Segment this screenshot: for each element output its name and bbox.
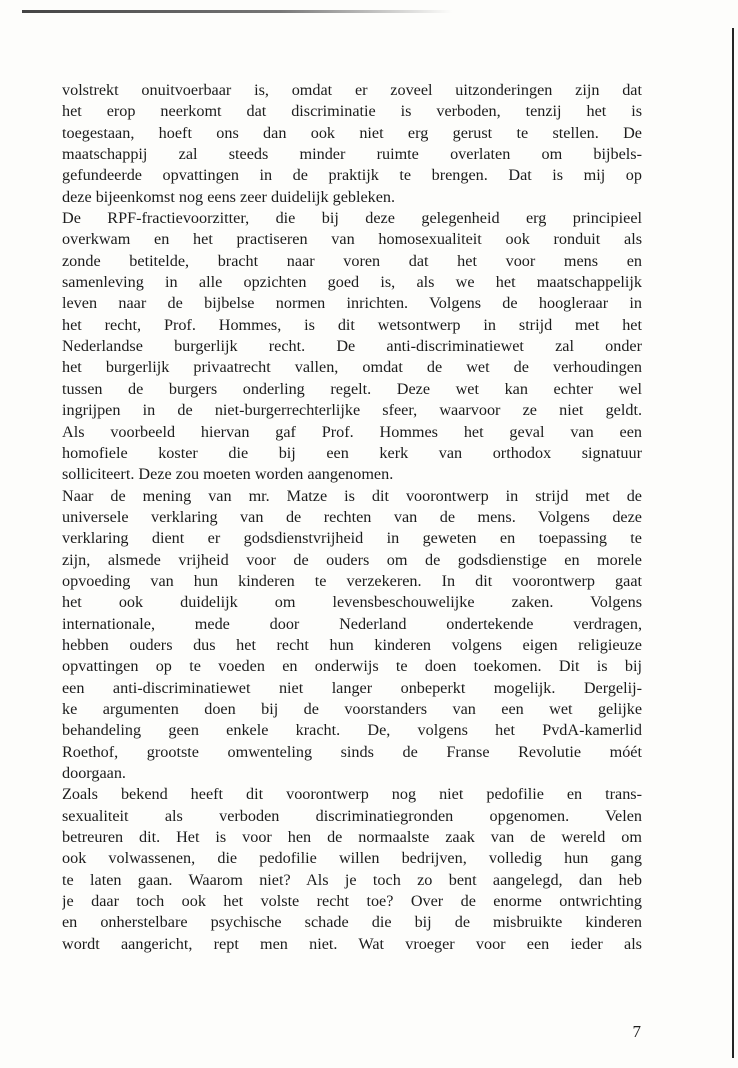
text-line: Nederlandse burgerlijk recht. De anti-discriminatiewet zal onder	[62, 337, 642, 356]
text-line: tussen de burgers onderling regelt. Deze wet kan echter wel	[62, 379, 642, 398]
text-line: deze bijeenkomst nog eens zeer duidelijk gebleken.	[62, 187, 396, 206]
page-number: 7	[632, 1022, 641, 1041]
text-line: het recht, Prof. Hommes, is dit wetsontwerp in strijd met het	[62, 315, 642, 334]
text-line: het erop neerkomt dat discriminatie is verboden, tenzij het is	[62, 102, 642, 121]
text-line: ook volwassenen, die pedofilie willen bedrijven, volledig hun gang	[62, 849, 642, 868]
text-line: behandeling geen enkele kracht. De, volgens het PvdA-kamerlid	[62, 721, 642, 740]
text-line: internationale, mede door Nederland ondertekende verdragen,	[62, 614, 642, 633]
text-line: ke argumenten doen bij de voorstanders van een wet gelijke	[62, 699, 642, 718]
text-line: solliciteert. Deze zou moeten worden aangenomen.	[62, 465, 394, 484]
text-line: Als voorbeeld hiervan gaf Prof. Hommes het geval van een	[62, 422, 642, 441]
text-line: maatschappij zal steeds minder ruimte overlaten om bijbels-	[62, 145, 642, 164]
paragraph	[62, 80, 642, 208]
text-line: overkwam en het practiseren van homosexualiteit ook ronduit als	[62, 230, 642, 249]
text-line: hebben ouders dus het recht hun kinderen volgens eigen religieuze	[62, 635, 642, 654]
text-line: te laten gaan. Waarom niet? Als je toch zo bent aangelegd, dan heb	[62, 870, 642, 889]
text-line: sexualiteit als verboden discriminatiegronden opgenomen. Velen	[62, 806, 642, 825]
text-line: volstrekt onuitvoerbaar is, omdat er zoveel uitzonderingen zijn dat	[62, 81, 642, 99]
text-line: toegestaan, hoeft ons dan ook niet erg gerust te stellen. De	[62, 123, 642, 142]
text-line: betreuren dit. Het is voor hen de normaalste zaak van de wereld om	[62, 828, 642, 847]
text-line: universele verklaring van de rechten van de mens. Volgens deze	[62, 507, 642, 526]
text-line: zonde betitelde, bracht naar voren dat het voor mens en	[62, 251, 642, 270]
text-line: wordt aangericht, rept men niet. Wat vroeger voor een ieder als	[62, 934, 642, 953]
text-line: leven naar de bijbelse normen inrichten. Volgens de hoogleraar in	[62, 294, 642, 313]
text-line: verklaring dient er godsdienstvrijheid in geweten en toepassing te	[62, 529, 642, 548]
text-line: doorgaan.	[62, 764, 126, 782]
text-line: Naar de mening van mr. Matze is dit voorontwerp in strijd met de	[62, 486, 642, 505]
paragraph	[62, 208, 642, 485]
text-line: opvattingen op te voeden en onderwijs te doen toekomen. Dit is bij	[62, 657, 642, 676]
text-line: een anti-discriminatiewet niet langer onbeperkt mogelijk. Dergelij-	[62, 678, 642, 697]
text-line: Roethof, grootste omwenteling sinds de Franse Revolutie móét	[62, 742, 642, 761]
text-line: gefundeerde opvattingen in de praktijk te brengen. Dat is mij op	[62, 166, 642, 185]
text-line: en onherstelbare psychische schade die bij de misbruikte kinderen	[62, 913, 642, 932]
text-line: samenleving in alle opzichten goed is, als we het maatschappelijk	[62, 273, 642, 292]
text-line: het burgerlijk privaatrecht vallen, omdat de wet de verhoudingen	[62, 358, 642, 377]
text-line: homofiele koster die bij een kerk van orthodox signatuur	[62, 443, 642, 462]
text-line: opvoeding van hun kinderen te verzekeren. In dit voorontwerp gaat	[62, 571, 642, 590]
scan-page-edge	[732, 28, 734, 1058]
text-line: je daar toch ook het volste recht toe? Over de enorme ontwrichting	[62, 892, 642, 911]
text-line: het ook duidelijk om levensbeschouwelijke zaken. Volgens	[62, 593, 642, 612]
page-body	[62, 80, 642, 955]
paragraph	[62, 784, 642, 955]
text-line: ingrijpen in de niet-burgerrechterlijke sfeer, waarvoor ze niet geldt.	[62, 401, 642, 420]
scan-top-rule	[22, 10, 452, 13]
text-line: De RPF-fractievoorzitter, die bij deze gelegenheid erg principieel	[62, 209, 642, 228]
text-line: Zoals bekend heeft dit voorontwerp nog niet pedofilie en trans-	[62, 785, 642, 804]
text-line: zijn, alsmede vrijheid voor de ouders om de godsdienstige en morele	[62, 550, 642, 569]
paragraph	[62, 486, 642, 785]
